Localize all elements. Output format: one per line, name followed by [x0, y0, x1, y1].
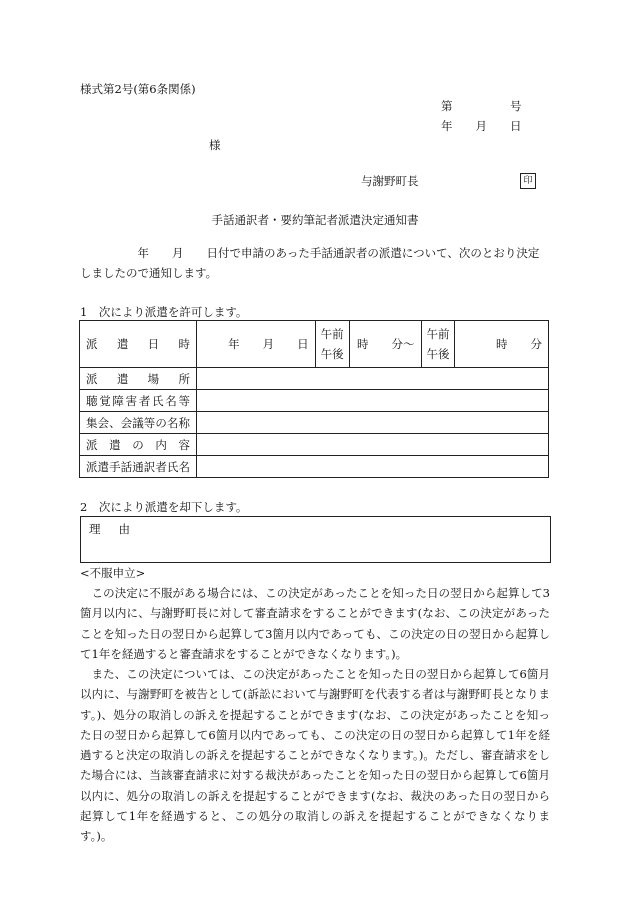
datetime-label: 派 遣 日 時	[80, 321, 197, 368]
table-row	[80, 456, 549, 478]
table-row	[80, 412, 549, 434]
row-value-empty	[196, 368, 548, 390]
reason-box	[80, 516, 551, 563]
table-row	[80, 390, 549, 412]
row-label: 派 遣 場 所	[80, 368, 197, 390]
row-value-empty	[196, 390, 548, 412]
pm-label: 午後	[320, 347, 344, 361]
document-number: 第 号	[441, 99, 522, 113]
row-label: 集会、会議等の名称	[80, 412, 197, 434]
pm-label: 午後	[426, 347, 450, 361]
appeal-heading: <不服申立>	[80, 566, 146, 580]
table-row	[80, 321, 549, 368]
row-label: 派遣手話通訳者氏名	[80, 456, 197, 478]
table-row	[80, 434, 549, 456]
reason-label: 理由	[89, 522, 148, 536]
document-title: 手話通訳者・要約筆記者派遣決定通知書	[211, 213, 419, 227]
section2-heading: 2 次により派遣を却下します。	[80, 500, 248, 514]
dispatch-table	[79, 320, 549, 478]
seal-mark: 印	[520, 173, 536, 189]
end-time: 時 分	[455, 321, 549, 368]
am-label: 午前	[320, 327, 344, 341]
start-time: 時 分〜	[349, 321, 421, 368]
table-row	[80, 368, 549, 390]
row-value-empty	[196, 456, 548, 478]
dispatch-date: 年 月 日	[196, 321, 315, 368]
addressee: 様	[209, 138, 221, 152]
row-label: 派 遣 の 内 容	[80, 434, 197, 456]
issue-date: 年 月 日	[441, 119, 522, 133]
row-value-empty	[196, 434, 548, 456]
appeal-paragraph-2: また、この決定については、この決定があったことを知った日の翌日から起算して6箇月以内に、与謝野町を被告として(訴訟において与謝野町を代表する者は与謝野町長となります。)、処分の取消しの訴えを提起することができます(なお、この決定があったことを知った日の翌日から起算して6箇月以内であっても、この決定の日の翌日から起算して1年を経過すると決定の取消しの訴えを提起することができなくなります。)。ただし、審査請求をした場合には、当該審査請求に対する裁決があったことを知った日の翌日から起算して6箇月以内に、処分の取消しの訴えを提起することができます(なお、裁決のあった日の翌日から起算して1年を経過すると、この処分の取消しの訴えを提起することができなくなります。)。	[80, 667, 550, 844]
am-label: 午前	[426, 327, 450, 341]
intro-line-1: 年 月 日付で申請のあった手話通訳者の派遣について、次のとおり決定	[80, 246, 540, 260]
form-number: 様式第2号(第6条関係)	[80, 82, 196, 96]
section1-heading: 1 次により派遣を許可します。	[80, 305, 248, 319]
intro-line-2: しましたので通知します。	[80, 266, 218, 280]
start-ampm	[315, 321, 349, 368]
sender-name: 与謝野町長	[361, 174, 419, 188]
end-ampm	[421, 321, 455, 368]
intro-paragraph	[80, 243, 548, 283]
row-label: 聴覚障害者氏名等	[80, 390, 197, 412]
row-value-empty	[196, 412, 548, 434]
appeal-paragraph-1: この決定に不服がある場合には、この決定があったことを知った日の翌日から起算して3箇月以内に、与謝野町長に対して審査請求をすることができます(なお、この決定があったことを知った日の翌日から起算して3箇月以内であっても、この決定の日の翌日から起算して1年を経過すると審査請求をすることができなくなります。)。	[80, 586, 550, 661]
